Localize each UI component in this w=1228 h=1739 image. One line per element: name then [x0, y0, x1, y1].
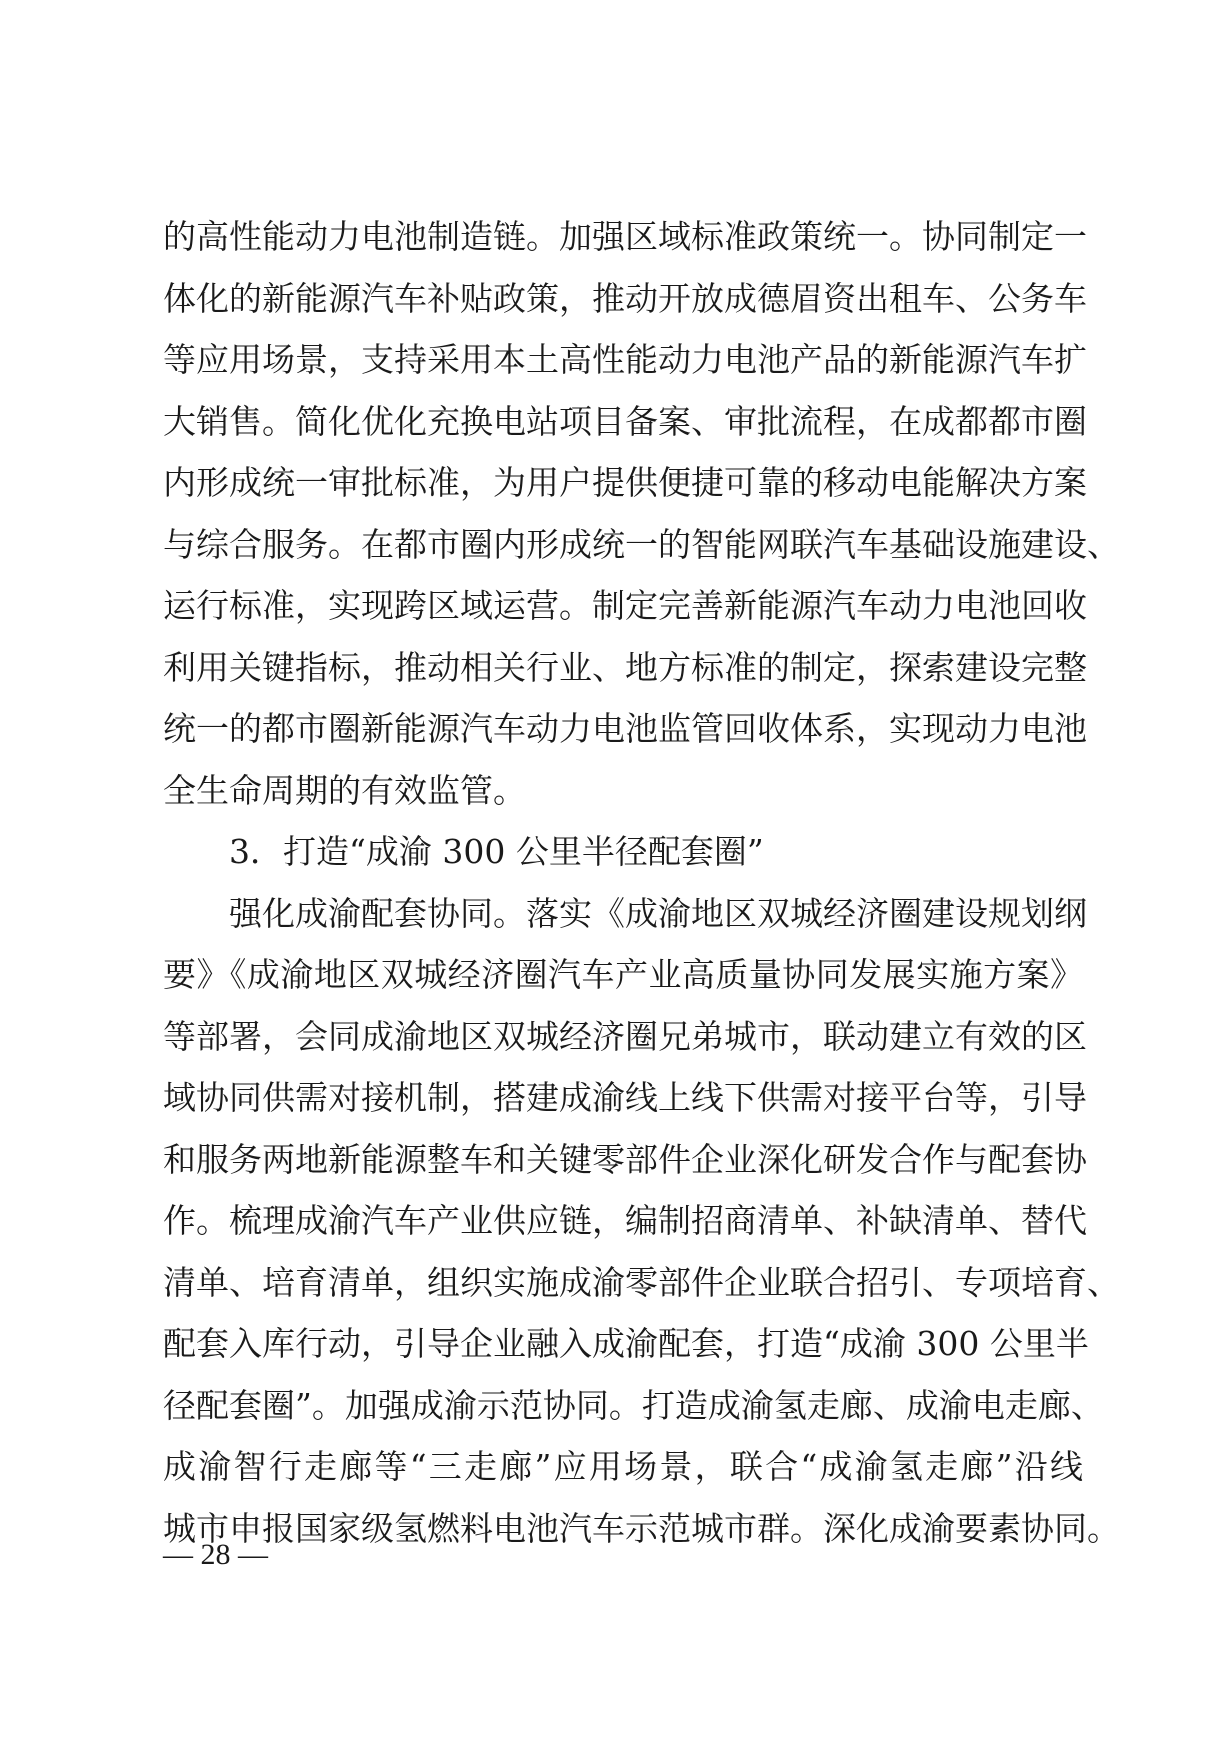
text-line: 等部署，会同成渝地区双城经济圈兄弟城市，联动建立有效的区 [163, 1016, 1087, 1056]
text-line: 和服务两地新能源整车和关键零部件企业深化研发合作与配套协 [163, 1139, 1087, 1179]
text-line: 清单、培育清单，组织实施成渝零部件企业联合招引、专项培育、 [163, 1262, 1120, 1302]
text-line: 内形成统一审批标准，为用户提供便捷可靠的移动电能解决方案 [163, 463, 1087, 502]
text-line: 成渝智行走廊等“三走廊”应用场景，联合“成渝氢走廊”沿线 [163, 1447, 1083, 1486]
text-line: 径配套圈”。加强成渝示范协同。打造成渝氢走廊、成渝电走廊、 [163, 1385, 1104, 1425]
body-text [163, 206, 1120, 1559]
text-line: 作。梳理成渝汽车产业供应链，编制招商清单、补缺清单、替代 [163, 1201, 1087, 1240]
text-line: 强化成渝配套协同。落实《成渝地区双城经济圈建设规划纲 [229, 893, 1087, 933]
section-heading: 3．打造“成渝 300 公里半径配套圈” [229, 832, 764, 871]
text-line: 要》《成渝地区双城经济圈汽车产业高质量协同发展实施方案》 [163, 955, 1083, 994]
text-line: 等应用场景，支持采用本土高性能动力电池产品的新能源汽车扩 [163, 340, 1087, 379]
text-line: 运行标准，实现跨区域运营。制定完善新能源汽车动力电池回收 [163, 586, 1087, 625]
text-line: 统一的都市圈新能源汽车动力电池监管回收体系，实现动力电池 [163, 709, 1087, 748]
text-line: 利用关键指标，推动相关行业、地方标准的制定，探索建设完整 [163, 647, 1087, 687]
text-line: 体化的新能源汽车补贴政策，推动开放成德眉资出租车、公务车 [163, 278, 1087, 318]
text-line: 城市申报国家级氢燃料电池汽车示范城市群。深化成渝要素协同。 [163, 1508, 1120, 1548]
text-line: 域协同供需对接机制，搭建成渝线上线下供需对接平台等，引导 [163, 1078, 1087, 1117]
text-line: 大销售。简化优化充换电站项目备案、审批流程，在成都都市圈 [163, 401, 1087, 441]
page-number: — 28 — [163, 1538, 268, 1571]
text-line: 配套入库行动，引导企业融入成渝配套，打造“成渝 300 公里半 [163, 1324, 1089, 1363]
text-line: 的高性能动力电池制造链。加强区域标准政策统一。协同制定一 [163, 217, 1087, 256]
text-line: 与综合服务。在都市圈内形成统一的智能网联汽车基础设施建设、 [163, 524, 1120, 564]
text-line: 全生命周期的有效监管。 [163, 770, 526, 810]
